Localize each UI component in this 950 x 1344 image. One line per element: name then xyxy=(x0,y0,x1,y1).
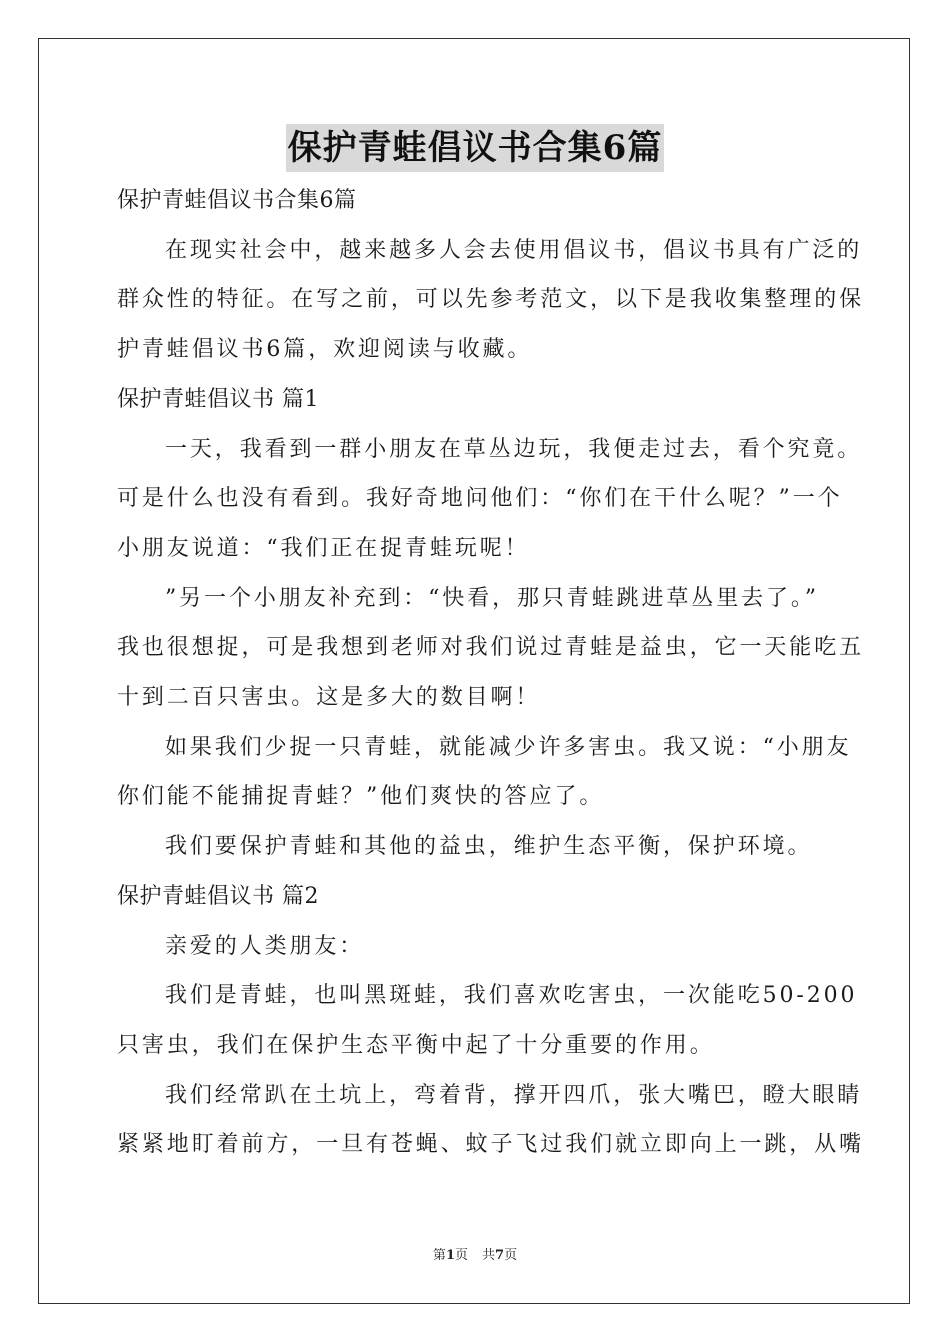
section-heading: 保护青蛙倡议书 篇1 xyxy=(117,386,319,412)
paragraph-line: 在现实社会中，越来越多人会去使用倡议书，倡议书具有广泛的 xyxy=(165,237,863,263)
paragraph-line: 十到二百只害虫。这是多大的数目啊！ xyxy=(117,685,541,711)
paragraph-line: 我也很想捉，可是我想到老师对我们说过青蛙是益虫，它一天能吃五 xyxy=(117,635,865,661)
document-title: 保护青蛙倡议书合集6篇 xyxy=(286,124,665,172)
page-prefix: 第 xyxy=(432,1248,446,1263)
page-number: 1 xyxy=(445,1248,455,1263)
paragraph-line: 如果我们少捉一只青蛙，就能减少许多害虫。我又说：“小朋友 xyxy=(165,734,852,760)
paragraph-line: 可是什么也没有看到。我好奇地问他们：“你们在干什么呢？”一个 xyxy=(117,486,843,512)
paragraph-line: 你们能不能捕捉青蛙？”他们爽快的答应了。 xyxy=(117,784,605,810)
paragraph-line: ”另一个小朋友补充到：“快看，那只青蛙跳进草丛里去了。” xyxy=(165,585,819,611)
section-heading: 保护青蛙倡议书 篇2 xyxy=(117,883,319,909)
paragraph-line: 我们要保护青蛙和其他的益虫，维护生态平衡，保护环境。 xyxy=(165,834,813,860)
body-heading: 保护青蛙倡议书合集6篇 xyxy=(117,188,357,213)
paragraph-line: 我们是青蛙，也叫黑斑蛙，我们喜欢吃害虫，一次能吃50-200 xyxy=(165,983,858,1009)
page-footer xyxy=(0,1244,950,1263)
total-prefix: 共 xyxy=(482,1248,496,1263)
paragraph-line: 只害虫，我们在保护生态平衡中起了十分重要的作用。 xyxy=(117,1032,715,1058)
page-suffix: 页 xyxy=(454,1248,468,1263)
paragraph-line: 群众性的特征。在写之前，可以先参考范文，以下是我收集整理的保 xyxy=(117,287,865,313)
paragraph-line: 一天，我看到一群小朋友在草丛边玩，我便走过去，看个究竟。 xyxy=(165,436,863,462)
paragraph-line: 护青蛙倡议书6篇，欢迎阅读与收藏。 xyxy=(117,337,533,363)
title-container xyxy=(0,124,950,172)
total-suffix: 页 xyxy=(504,1248,518,1263)
paragraph-line: 小朋友说道：“我们正在捉青蛙玩呢！ xyxy=(117,535,530,561)
paragraph-line: 亲爱的人类朋友： xyxy=(165,933,365,959)
paragraph-line: 我们经常趴在土坑上，弯着背，撑开四爪，张大嘴巴，瞪大眼睛 xyxy=(165,1082,863,1108)
document-body xyxy=(117,176,865,1170)
total-pages: 7 xyxy=(495,1248,505,1263)
paragraph-line: 紧紧地盯着前方，一旦有苍蝇、蚊子飞过我们就立即向上一跳，从嘴 xyxy=(117,1132,865,1158)
